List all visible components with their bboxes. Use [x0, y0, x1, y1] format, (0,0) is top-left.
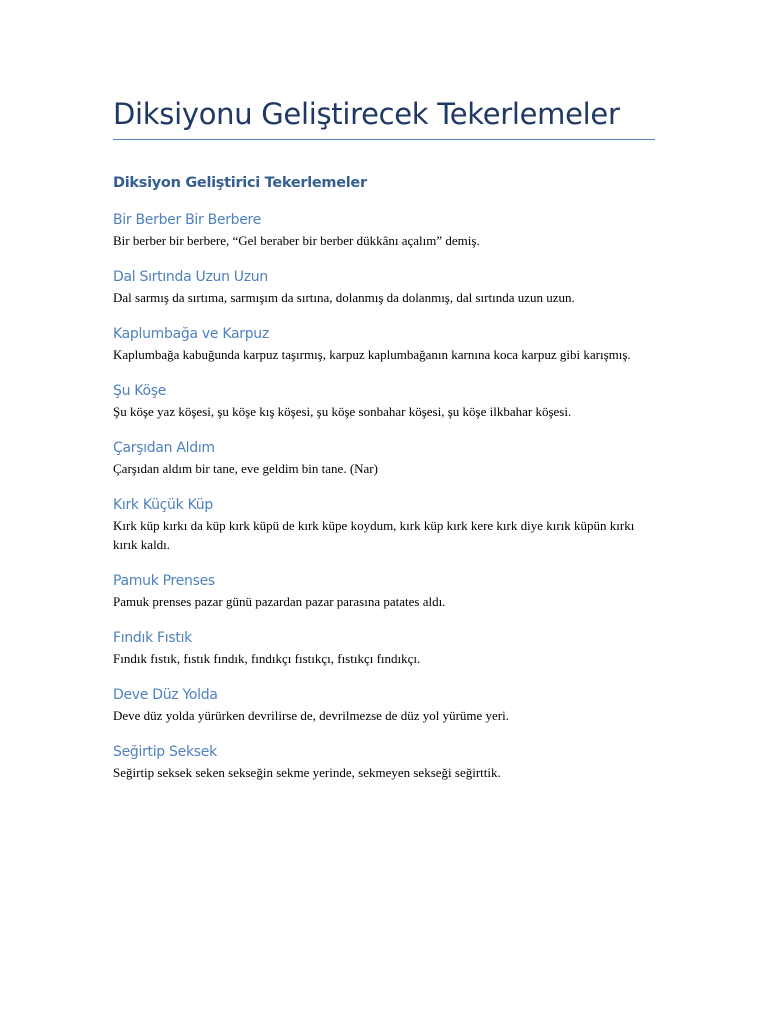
section-heading: Kaplumbağa ve Karpuz	[113, 326, 269, 342]
section-bir-berber	[113, 210, 655, 250]
section-heading: Deve Düz Yolda	[113, 687, 218, 703]
section-segirtip-seksek	[113, 742, 655, 782]
section-text: Şu köşe yaz köşesi, şu köşe kış köşesi, şu köşe sonbahar köşesi, şu köşe ilkbahar köşesi.	[113, 404, 572, 419]
section-su-kose	[113, 381, 655, 421]
document-title: Diksiyonu Geliştirecek Tekerlemeler	[113, 97, 620, 131]
section-text: Bir berber bir berbere, “Gel beraber bir berber dükkânı açalım” demiş.	[113, 233, 480, 248]
title-underline	[113, 139, 655, 140]
section-heading: Fındık Fıstık	[113, 630, 192, 646]
section-kaplumbaga	[113, 324, 655, 364]
section-heading: Pamuk Prenses	[113, 573, 215, 589]
section-text: Çarşıdan aldım bir tane, eve geldim bin tane. (Nar)	[113, 461, 378, 476]
section-heading: Kırk Küçük Küp	[113, 497, 213, 513]
section-text: Kaplumbağa kabuğunda karpuz taşırmış, karpuz kaplumbağanın karnına koca karpuz gibi karışmış.	[113, 347, 631, 362]
section-pamuk-prenses	[113, 571, 655, 611]
section-heading: Dal Sırtında Uzun Uzun	[113, 269, 268, 285]
section-text: Pamuk prenses pazar günü pazardan pazar parasına patates aldı.	[113, 594, 446, 609]
section-text: Deve düz yolda yürürken devrilirse de, devrilmezse de düz yol yürüme yeri.	[113, 708, 509, 723]
section-text: Fındık fıstık, fıstık fındık, fındıkçı fıstıkçı, fıstıkçı fındıkçı.	[113, 651, 421, 666]
document-subtitle: Diksiyon Geliştirici Tekerlemeler	[113, 175, 367, 191]
section-dal-sirtinda	[113, 267, 655, 307]
section-heading: Seğirtip Seksek	[113, 744, 217, 760]
section-text: Dal sarmış da sırtıma, sarmışım da sırtına, dolanmış da dolanmış, dal sırtında uzun uzun.	[113, 290, 575, 305]
document-page	[113, 94, 655, 782]
section-heading: Şu Köşe	[113, 383, 167, 399]
section-findik-fistik	[113, 628, 655, 668]
section-deve-duz-yolda	[113, 685, 655, 725]
section-kirk-kucuk-kup	[113, 495, 655, 554]
section-heading: Bir Berber Bir Berbere	[113, 212, 262, 228]
section-text: Kırk küp kırkı da küp kırk küpü de kırk küpe koydum, kırk küp kırk kere kırk diye kırık küpün kırkı kırık kaldı.	[113, 518, 635, 552]
section-carsidan	[113, 438, 655, 478]
section-heading: Çarşıdan Aldım	[113, 440, 215, 456]
section-text: Seğirtip seksek seken sekseğin sekme yerinde, sekmeyen sekseği seğirttik.	[113, 765, 501, 780]
